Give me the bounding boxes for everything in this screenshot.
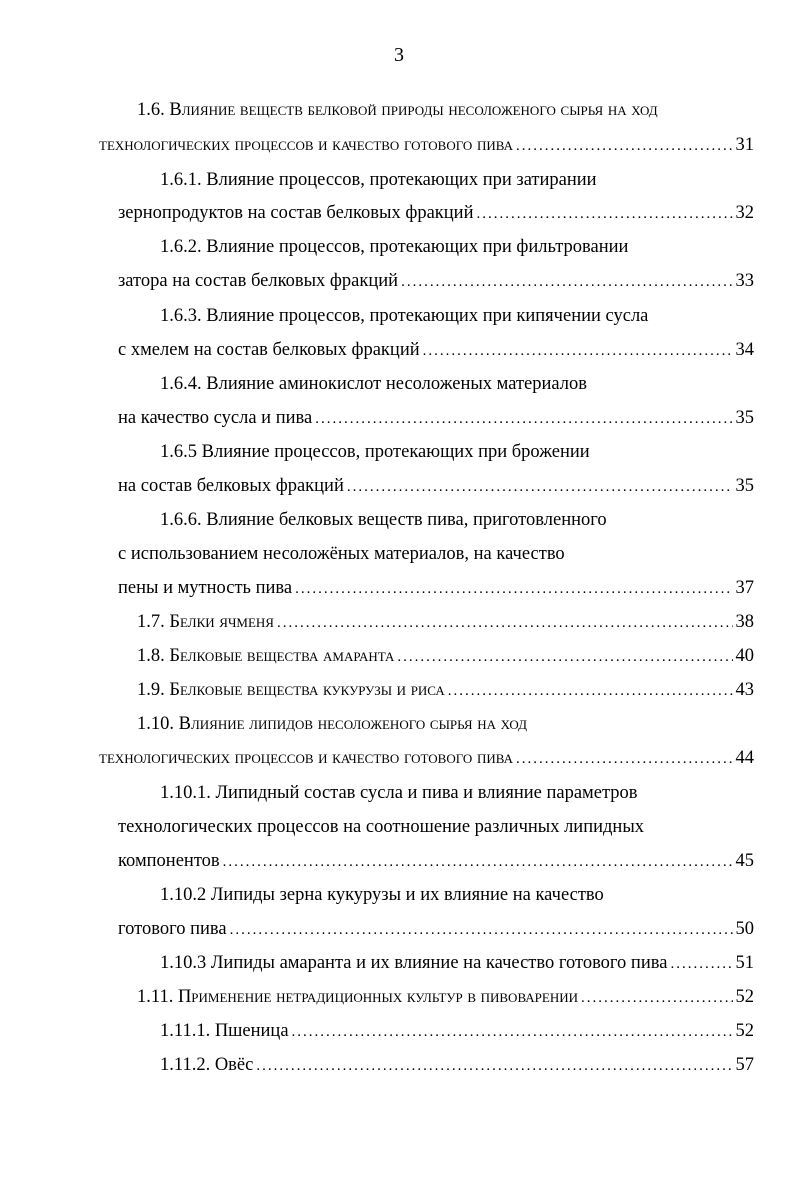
- toc-page-number: 44: [735, 748, 754, 768]
- toc-entry-1-6-2[interactable]: [118, 268, 754, 294]
- toc-entry-1-11-2-title: 1.11.2. Овёс: [160, 1055, 254, 1075]
- leader-dots: [295, 576, 732, 602]
- toc-entry-1-6-1-line1[interactable]: 1.6.1. Влияние процессов, протекающих при затирании: [160, 170, 597, 190]
- leader-dots: [581, 985, 732, 1011]
- toc-entry-1-10-2[interactable]: [118, 916, 754, 942]
- toc-entry-1-11-title: 1.11. Применение нетрадиционных культур в пивоварении: [137, 987, 579, 1007]
- toc-entry-1-6-6-line2[interactable]: с использованием несоложёных материалов, на качество: [118, 544, 565, 564]
- toc-entry-1-8-title: 1.8. Белковые вещества амаранта: [137, 646, 395, 666]
- leader-dots: [516, 133, 733, 159]
- toc-page-number: 37: [735, 578, 754, 598]
- toc-entry-1-6-6[interactable]: [118, 575, 754, 601]
- toc-entry-1-11-2[interactable]: [160, 1052, 754, 1078]
- toc-page-number: 51: [735, 953, 754, 973]
- toc-entry-1-11[interactable]: [137, 984, 754, 1010]
- toc-entry-1-7-title: 1.7. Белки ячменя: [137, 612, 274, 632]
- toc-entry-1-6-5-line1[interactable]: 1.6.5 Влияние процессов, протекающих при брожении: [160, 442, 590, 462]
- toc-page-number: 35: [735, 408, 754, 428]
- toc-page-number: 52: [735, 987, 754, 1007]
- leader-dots: [476, 201, 732, 227]
- toc-entry-1-6-line2: технологических процессов и качество готового пива: [99, 135, 513, 155]
- toc-entry-1-10-3[interactable]: [160, 950, 754, 976]
- leader-dots: [230, 917, 733, 943]
- leader-dots: [347, 474, 733, 500]
- toc-entry-1-6-6-line3: пены и мутность пива: [118, 578, 293, 598]
- toc-entry-1-6-6-line1[interactable]: 1.6.6. Влияние белковых веществ пива, приготовленного: [160, 510, 607, 530]
- toc-page-number: 38: [735, 612, 754, 632]
- toc-entry-1-6-2-line2: затора на состав белковых фракций: [118, 271, 399, 291]
- toc-entry-1-6-1[interactable]: [118, 200, 754, 226]
- toc-entry-1-10-2-line1[interactable]: 1.10.2 Липиды зерна кукурузы и их влияние на качество: [160, 885, 604, 905]
- leader-dots: [448, 678, 733, 704]
- toc-entry-1-6-4-line1[interactable]: 1.6.4. Влияние аминокислот несоложеных материалов: [160, 374, 587, 394]
- toc-entry-1-10-3-title: 1.10.3 Липиды амаранта и их влияние на качество готового пива: [160, 953, 668, 973]
- leader-dots: [401, 269, 732, 295]
- leader-dots: [670, 951, 732, 977]
- leader-dots: [397, 644, 732, 670]
- toc-page-number: 31: [735, 135, 754, 155]
- toc-entry-1-10-1-line1[interactable]: 1.10.1. Липидный состав сусла и пива и влияние параметров: [160, 783, 638, 803]
- toc-entry-1-6-line1[interactable]: 1.6. Влияние веществ белковой природы несоложеного сырья на ход: [137, 100, 658, 120]
- toc-page-number: 52: [735, 1021, 754, 1041]
- toc-page-number: 34: [735, 340, 754, 360]
- leader-dots: [223, 849, 733, 875]
- toc-entry-1-6-3[interactable]: [118, 337, 754, 363]
- toc-entry-1-11-1[interactable]: [160, 1018, 754, 1044]
- toc-page-number: 50: [735, 919, 754, 939]
- toc-page-number: 35: [735, 476, 754, 496]
- leader-dots: [516, 746, 733, 772]
- leader-dots: [256, 1053, 732, 1079]
- toc-page-number: 33: [735, 271, 754, 291]
- toc-entry-1-6-5-line2: на состав белковых фракций: [118, 476, 344, 496]
- toc-entry-1-10-1-line3: компонентов: [118, 851, 220, 871]
- toc-entry-1-6-3-line2: с хмелем на состав белковых фракций: [118, 340, 420, 360]
- toc-entry-1-6[interactable]: [99, 132, 754, 158]
- toc-entry-1-11-1-title: 1.11.1. Пшеница: [160, 1021, 289, 1041]
- leader-dots: [292, 1019, 733, 1045]
- toc-page-number: 32: [735, 203, 754, 223]
- toc-entry-1-10-line1[interactable]: 1.10. Влияние липидов несоложеного сырья на ход: [137, 714, 527, 734]
- page-number: 3: [394, 44, 404, 66]
- toc-entry-1-6-2-line1[interactable]: 1.6.2. Влияние процессов, протекающих при фильтровании: [160, 237, 629, 257]
- toc-page-number: 40: [735, 646, 754, 666]
- toc-entry-1-10-1[interactable]: [118, 848, 754, 874]
- toc-entry-1-8[interactable]: [137, 643, 754, 669]
- toc-entry-1-6-4[interactable]: [118, 405, 754, 431]
- toc-entry-1-6-1-line2: зернопродуктов на состав белковых фракций: [118, 203, 474, 223]
- toc-page-number: 45: [735, 851, 754, 871]
- toc-entry-1-10-line2: технологических процессов и качество готового пива: [99, 748, 513, 768]
- toc-entry-1-10[interactable]: [99, 745, 754, 771]
- toc-entry-1-6-3-line1[interactable]: 1.6.3. Влияние процессов, протекающих при кипячении сусла: [160, 306, 649, 326]
- toc-entry-1-10-2-line2: готового пива: [118, 919, 227, 939]
- toc-entry-1-10-1-line2[interactable]: технологических процессов на соотношение различных липидных: [118, 817, 645, 837]
- toc-entry-1-6-5[interactable]: [118, 473, 754, 499]
- toc-page-number: 43: [735, 680, 754, 700]
- toc-page-number: 57: [735, 1055, 754, 1075]
- toc-entry-1-7[interactable]: [137, 609, 754, 635]
- leader-dots: [423, 338, 733, 364]
- leader-dots: [277, 610, 733, 636]
- toc-entry-1-9-title: 1.9. Белковые вещества кукурузы и риса: [137, 680, 445, 700]
- toc-entry-1-6-4-line2: на качество сусла и пива: [118, 408, 313, 428]
- toc-entry-1-9[interactable]: [137, 677, 754, 703]
- leader-dots: [315, 406, 732, 432]
